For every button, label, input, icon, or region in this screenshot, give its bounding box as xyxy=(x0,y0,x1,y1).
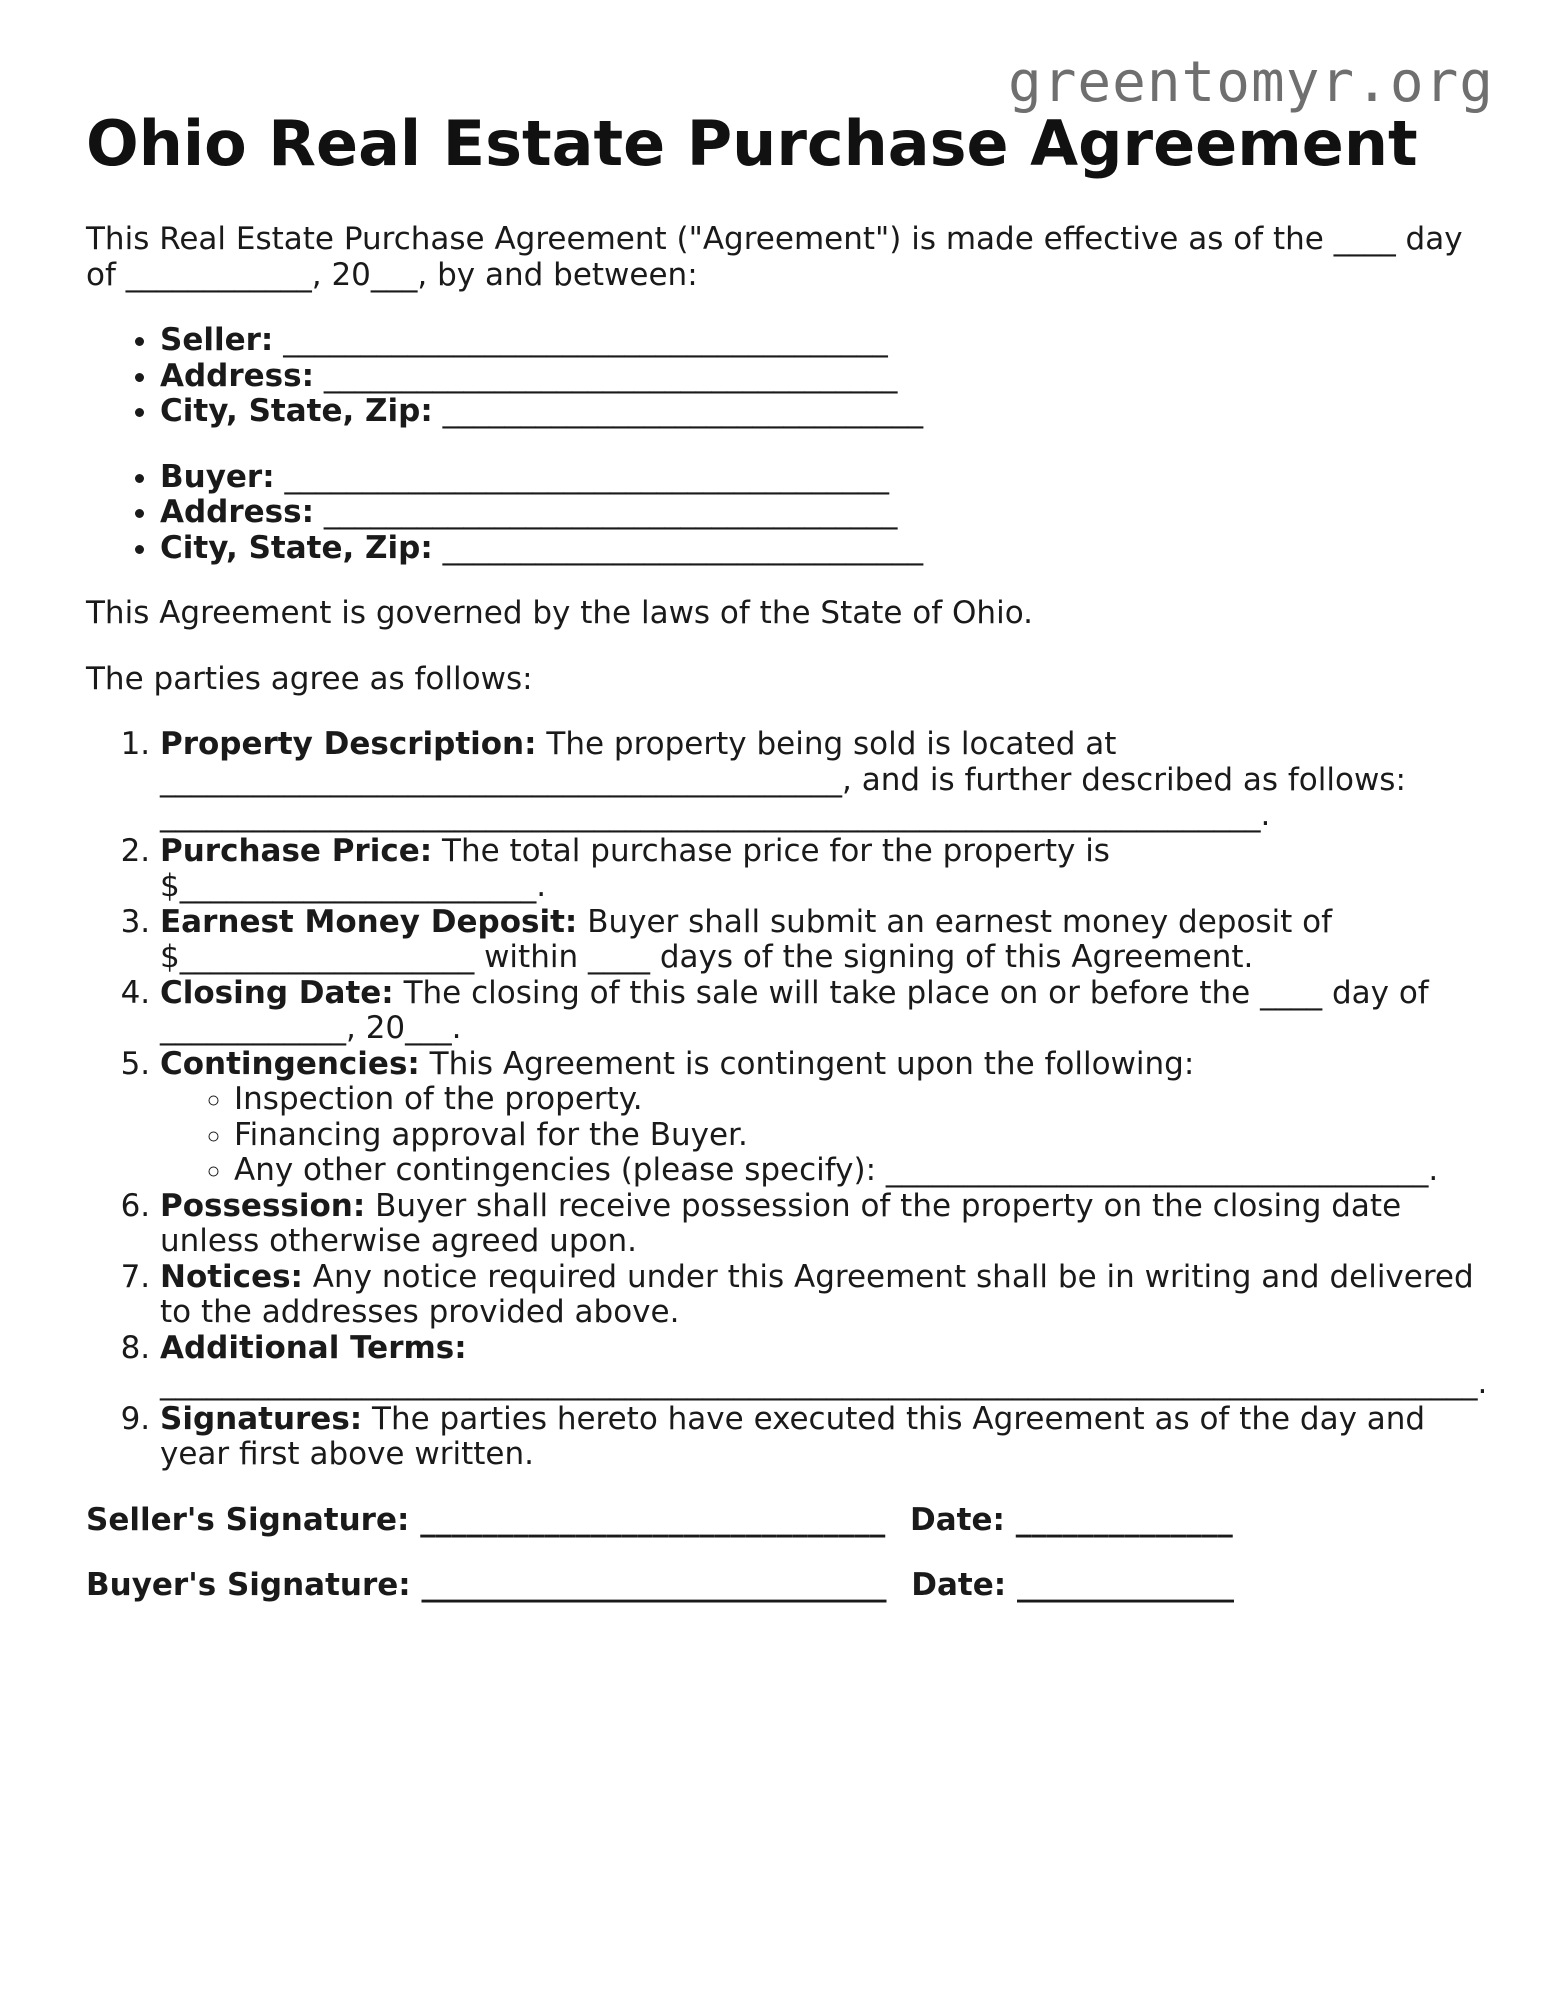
buyer-city-field xyxy=(160,531,1486,567)
field-label: Seller: xyxy=(160,322,274,358)
blank-line: _______________________________ xyxy=(442,529,924,566)
field-label: City, State, Zip: xyxy=(160,529,433,566)
contingency-item: ◦ Any other contingencies (please specify): ___________________________________. xyxy=(234,1153,1486,1189)
term-label: Purchase Price: xyxy=(160,832,433,869)
seller-city-field xyxy=(160,394,1486,430)
term-text: Any notice required under this Agreement shall be in writing and delivered to the addresses provided above. xyxy=(160,1258,1474,1330)
term-text: This Agreement is contingent upon the following: xyxy=(429,1045,1195,1082)
term-contingencies xyxy=(160,1047,1486,1189)
term-text: The closing of this sale will take place on or before the ____ day of ____________, 20___. xyxy=(160,974,1429,1046)
signature-label: Buyer's Signature: xyxy=(86,1567,411,1603)
field-label: Address: xyxy=(160,494,314,530)
buyer-fields-list xyxy=(86,460,1486,567)
seller-signature-line xyxy=(86,1503,1486,1539)
terms-list xyxy=(86,727,1486,1473)
term-label: Notices: xyxy=(160,1258,303,1295)
contingency-item: ◦ Financing approval for the Buyer. xyxy=(234,1118,1486,1154)
term-notices xyxy=(160,1260,1486,1331)
term-text: _____________________________________________________________________________________. xyxy=(160,1365,1488,1401)
blank-line: _______________________________ xyxy=(442,393,924,429)
term-text: The parties hereto have executed this Agreement as of the day and year first above written. xyxy=(160,1400,1426,1472)
buyer-name-field xyxy=(160,460,1486,496)
seller-name-field xyxy=(160,323,1486,359)
seller-address-field xyxy=(160,359,1486,395)
signature-blank: ______________________________ xyxy=(420,1501,886,1538)
document-body xyxy=(86,106,1486,1634)
seller-fields-list xyxy=(86,323,1486,430)
term-text: Buyer shall submit an earnest money deposit of $___________________ within ____ days of the signing of this Agreement. xyxy=(160,903,1333,975)
term-earnest-money xyxy=(160,905,1486,976)
contingencies-list xyxy=(160,1082,1486,1189)
term-label: Property Description: xyxy=(160,726,537,762)
blank-line: _______________________________________ xyxy=(283,322,888,358)
field-label: Address: xyxy=(160,357,314,394)
term-label: Contingencies: xyxy=(160,1045,420,1082)
buyer-signature-line xyxy=(86,1568,1486,1604)
date-label: Date: xyxy=(909,1501,1005,1538)
term-text: Buyer shall receive possession of the property on the closing date unless otherwise agreed upon. xyxy=(160,1187,1402,1259)
blank-line: _______________________________________ xyxy=(284,458,889,495)
buyer-address-field xyxy=(160,495,1486,531)
blank-line: _____________________________________ xyxy=(323,357,898,394)
field-label: Buyer: xyxy=(160,458,275,495)
term-label: Possession: xyxy=(160,1187,366,1224)
signature-blank: ______________________________ xyxy=(421,1567,887,1603)
blank-line: _____________________________________ xyxy=(323,494,898,530)
governing-law: This Agreement is governed by the laws of the State of Ohio. xyxy=(86,595,1033,631)
date-blank: ______________ xyxy=(1015,1501,1233,1538)
term-additional-terms xyxy=(160,1331,1486,1402)
page-title: Ohio Real Estate Purchase Agreement xyxy=(86,107,1418,180)
term-label: Signatures: xyxy=(160,1400,363,1437)
date-label: Date: xyxy=(911,1567,1007,1603)
term-label: Earnest Money Deposit: xyxy=(160,903,578,940)
term-purchase-price xyxy=(160,834,1486,905)
agree-statement: The parties agree as follows: xyxy=(86,660,533,697)
term-label: Additional Terms: xyxy=(160,1329,467,1366)
term-label: Closing Date: xyxy=(160,974,394,1011)
watermark: greentomyr.org xyxy=(1007,50,1494,115)
contingency-item: ◦ Inspection of the property. xyxy=(234,1082,1486,1118)
signature-label: Seller's Signature: xyxy=(86,1501,410,1538)
term-property-description xyxy=(160,727,1486,834)
term-possession xyxy=(160,1189,1486,1260)
intro-paragraph: This Real Estate Purchase Agreement ("Agreement") is made effective as of the ____ day of ____________, 20___, by and between: xyxy=(86,221,1463,293)
date-blank: ______________ xyxy=(1016,1567,1234,1603)
term-text: The total purchase price for the property is $_______________________. xyxy=(160,832,1110,904)
term-text: The property being sold is located at ____________________________________________, and is further described as follows: _______________________________________________________________________. xyxy=(160,726,1406,833)
field-label: City, State, Zip: xyxy=(160,393,433,429)
term-closing-date xyxy=(160,976,1486,1047)
term-signatures xyxy=(160,1402,1486,1473)
